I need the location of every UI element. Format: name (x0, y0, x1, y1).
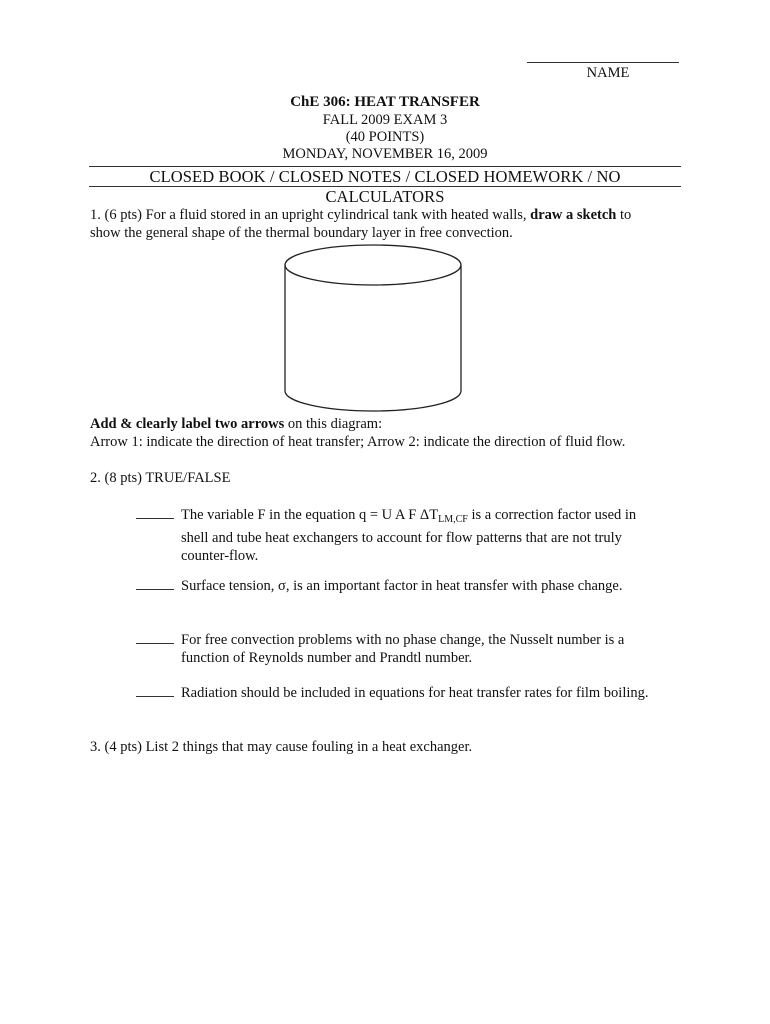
tf-item-3-line-1: For free convection problems with no phase change, the Nusselt number is a (181, 632, 625, 648)
tf-item-1 (136, 506, 696, 564)
answer-blank-4[interactable] (136, 684, 174, 697)
tf-item-4 (136, 684, 696, 702)
tf-item-3-line-2: function of Reynolds number and Prandtl number. (181, 650, 473, 666)
tf-item-1-line-1: The variable F in the equation q = U A F $\Delta T_{LM,CF}$ is a correction factor used in (181, 507, 637, 525)
tf-item-1-line-3: counter-flow. (181, 548, 259, 564)
question-2-heading: 2. (8 pts) TRUE/FALSE (90, 470, 231, 486)
banner-rule-bottom (89, 186, 681, 187)
cylinder-tank-diagram[interactable] (282, 243, 464, 413)
add-arrows-instruction: Add & clearly label two arrows on this diagram: (90, 416, 383, 432)
answer-blank-1[interactable] (136, 506, 174, 519)
exam-points: (40 POINTS) (345, 129, 425, 145)
exam-title: FALL 2009 EXAM 3 (322, 112, 448, 128)
course-title: ChE 306: HEAT TRANSFER (290, 94, 480, 110)
answer-blank-3[interactable] (136, 631, 174, 644)
tf-item-1-line-2: shell and tube heat exchangers to account for flow patterns that are not truly (181, 530, 622, 546)
exam-date: MONDAY, NOVEMBER 16, 2009 (282, 146, 488, 162)
answer-blank-2[interactable] (136, 577, 174, 590)
question-1-line-2: show the general shape of the thermal boundary layer in free convection. (90, 225, 513, 241)
name-label: NAME (586, 65, 630, 81)
draw-sketch-emphasis: draw a sketch (530, 207, 617, 223)
tf-item-2 (136, 577, 696, 595)
question-1-line-1: 1. (6 pts) For a fluid stored in an upright cylindrical tank with heated walls, draw a sketch to (90, 207, 632, 223)
tf-item-2-line-1: Surface tension, σ, is an important factor in heat transfer with phase change. (181, 578, 623, 594)
tf-item-4-line-1: Radiation should be included in equations for heat transfer rates for film boiling. (181, 685, 649, 701)
arrows-description: Arrow 1: indicate the direction of heat transfer; Arrow 2: indicate the direction of fluid flow. (90, 434, 626, 450)
exam-rules-banner: CLOSED BOOK / CLOSED NOTES / CLOSED HOMEWORK / NO CALCULATORS (149, 167, 621, 206)
name-line[interactable] (527, 62, 679, 63)
tf-item-3 (136, 631, 696, 666)
question-3: 3. (4 pts) List 2 things that may cause fouling in a heat exchanger. (90, 739, 473, 755)
